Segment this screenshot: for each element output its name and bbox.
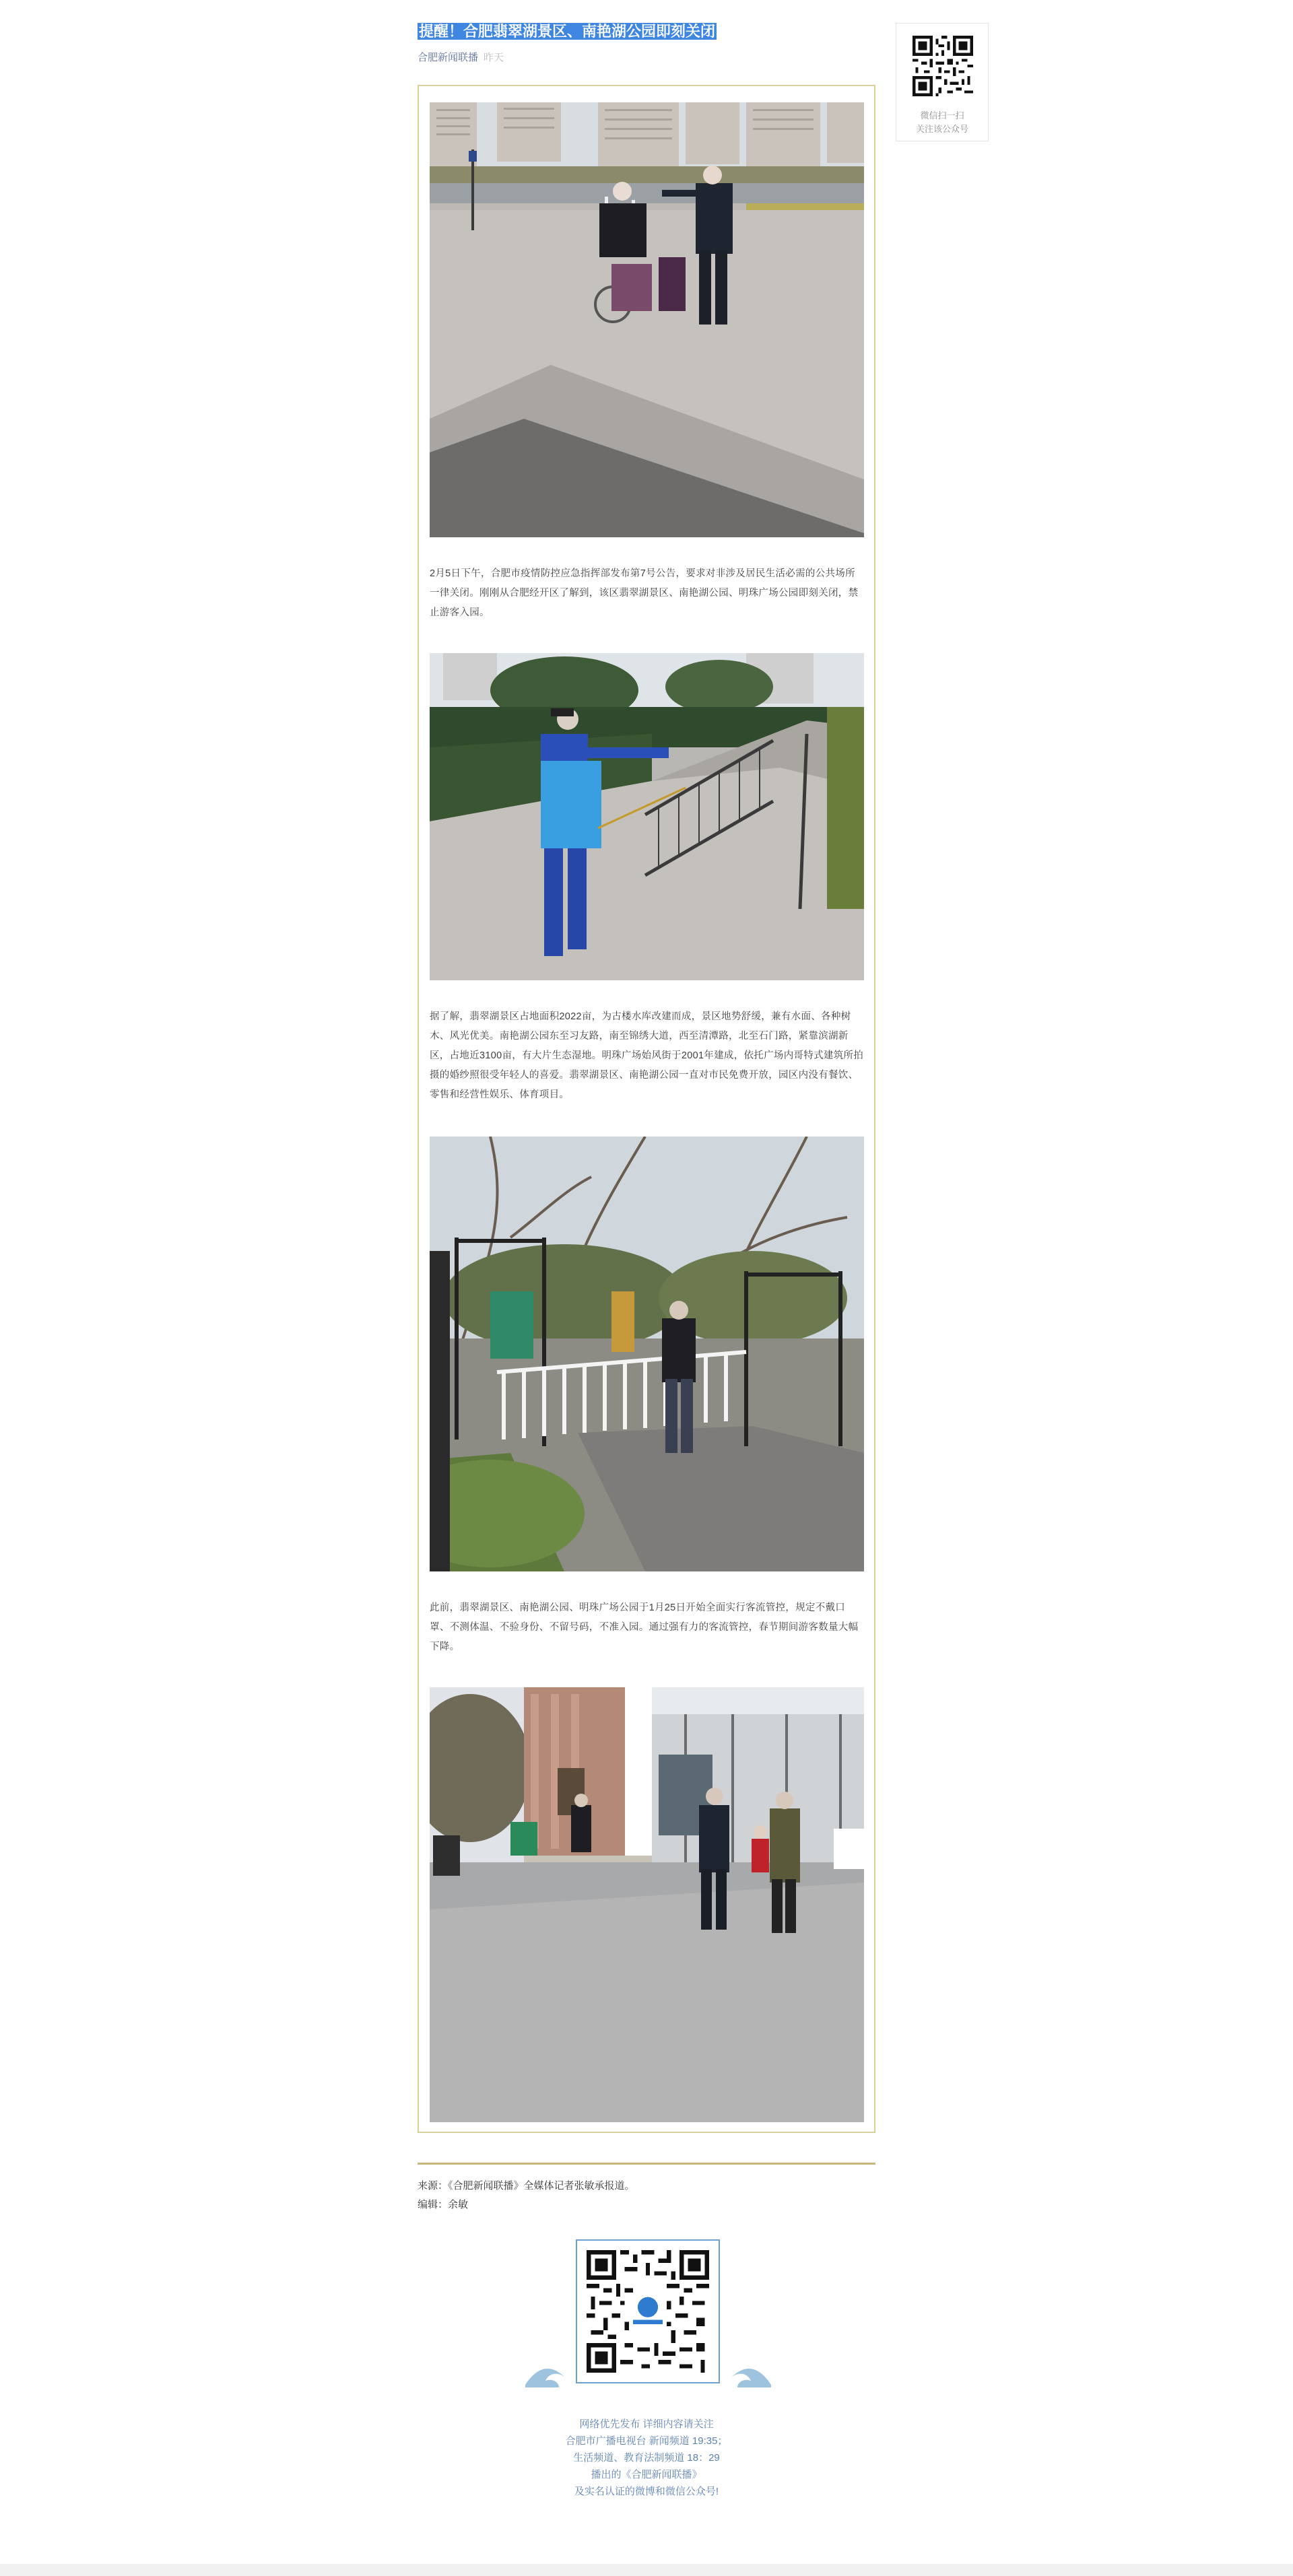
wave-right-decoration <box>724 2358 771 2390</box>
info-line-3: 生活频道、教育法制频道 18：29 <box>573 2452 720 2464</box>
wave-left-decoration <box>525 2358 572 2390</box>
info-line-1: 网络优先发布 详细内容请关注 <box>579 2418 714 2430</box>
article-meta <box>418 50 504 64</box>
info-line-2: 合肥市广播电视台 新闻频道 19:35； <box>565 2435 728 2447</box>
editor-line: 编辑：余敏 <box>418 2199 469 2210</box>
info-line-5: 及实名认证的微博和微信公众号! <box>574 2486 719 2497</box>
publish-date: 昨天 <box>484 52 504 63</box>
scan-hint: 微信扫一扫 <box>920 110 964 121</box>
qr-code-icon <box>587 2250 709 2373</box>
news-qr-card <box>576 2239 720 2383</box>
photo-temperature-check <box>430 102 864 537</box>
paragraph-2: 据了解，翡翠湖景区占地面积2022亩，为古楼水库改建而成，景区地势舒缓，兼有水面、各种树木、风光优美。南艳湖公园东至习友路，南至锦绣大道，西至清潭路，北至石门路，紧靠滨湖新区，占地近3100亩，有大片生态湿地。明珠广场始风街于2001年建成，依托广场内哥特式建筑所拍摄的婚纱照很受年轻人的喜爱。翡翠湖景区、南艳湖公园一直对市民免费开放，园区内没有餐饮、零售和经营性娱乐、体育项目。 <box>430 1011 864 1100</box>
footer-divider <box>418 2163 875 2165</box>
bottom-bar <box>0 2564 1293 2576</box>
photo-park-gate <box>430 1137 864 1571</box>
follow-hint: 关注该公众号 <box>915 124 968 134</box>
paragraph-1: 2月5日下午，合肥市疫情防控应急指挥部发布第7号公告，要求对非涉及居民生活必需的公共场所一律关闭。刚刚从合肥经开区了解到，该区翡翠湖景区、南艳湖公园、明珠广场公园即刻关闭，禁止游客入园。 <box>430 568 859 618</box>
photo-disinfection-worker <box>430 653 864 980</box>
source-line: 来源：《合肥新闻联播》全媒体记者张敏承报道。 <box>418 2180 635 2192</box>
author-link[interactable]: 合肥新闻联播 <box>418 52 479 63</box>
article-title: 提醒！合肥翡翠湖景区、南艳湖公园即刻关闭 <box>419 23 716 40</box>
photo-entrance-check <box>430 1687 864 2122</box>
paragraph-3: 此前，翡翠湖景区、南艳湖公园、明珠广场公园于1月25日开始全面实行客流管控，规定不戴口罩、不测体温、不验身份、不留号码，不准入园。通过强有力的客流管控，春节期间游客数量大幅下降。 <box>430 1602 859 1652</box>
follow-qr-card <box>896 23 989 141</box>
qr-code-icon <box>913 36 973 96</box>
info-line-4: 播出的《合肥新闻联播》 <box>591 2469 702 2480</box>
